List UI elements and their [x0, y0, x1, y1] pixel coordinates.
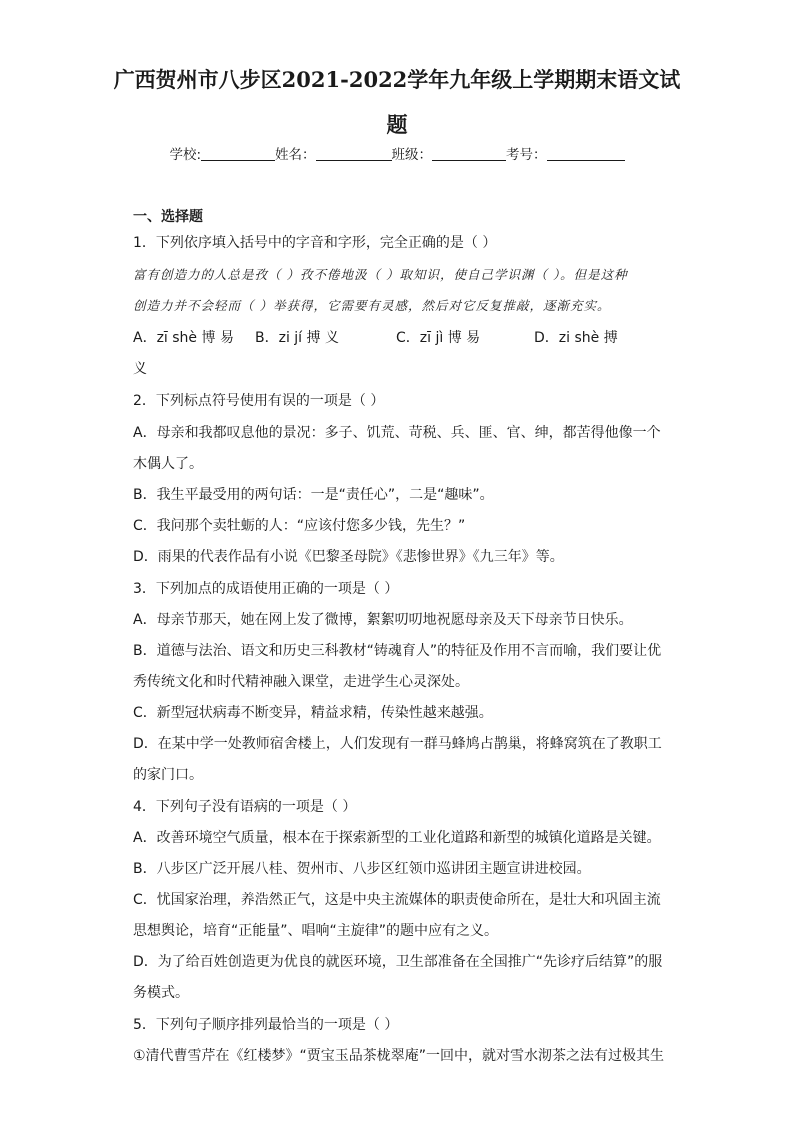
class-label: 班级： — [391, 147, 433, 163]
q2-option-a-line2: 木偶人了。 — [133, 456, 203, 472]
q3-option-b-line2: 秀传统文化和时代精神融入课堂，走进学生心灵深处。 — [133, 674, 469, 690]
q1-stem: 1．下列依序填入括号中的字音和字形，完全正确的是（ ） — [133, 235, 497, 251]
q4-option-c-line2: 思想舆论，培育“正能量”、唱响“主旋律”的题中应有之义。 — [133, 923, 499, 939]
q2-option-d: D．雨果的代表作品有小说《巴黎圣母院》《悲惨世界》《九三年》等。 — [133, 549, 564, 565]
q4-option-d-line1: D．为了给百姓创造更为优良的就医环境，卫生部准备在全国推广“先诊疗后结算”的服 — [133, 954, 663, 970]
name-blank — [316, 146, 392, 161]
school-blank — [201, 146, 275, 161]
number-label: 考号： — [506, 147, 547, 163]
name-label: 姓名： — [275, 147, 316, 163]
q3-option-c: C．新型冠状病毒不断变异，精益求精，传染性越来越强。 — [133, 705, 493, 721]
class-blank — [432, 146, 506, 161]
number-blank — [547, 146, 625, 161]
q1-option-d-cont: 义 — [133, 361, 147, 377]
school-label: 学校: — [169, 147, 202, 163]
q4-option-b: B．八步区广泛开展八桂、贺州市、八步区红领巾巡讲团主题宣讲进校园。 — [133, 861, 591, 877]
q4-option-d-line2: 务模式。 — [133, 985, 189, 1001]
q2-option-b: B．我生平最受用的两句话：一是“责任心”，二是“趣味”。 — [133, 487, 494, 503]
q2-stem: 2．下列标点符号使用有误的一项是（ ） — [133, 393, 385, 409]
q3-option-b-line1: B．道德与法治、语文和历史三科教材“铸魂育人”的特征及作用不言而喻，我们要让优 — [133, 643, 662, 659]
q4-stem: 4．下列句子没有语病的一项是（ ） — [133, 799, 357, 815]
q1-passage-line1: 富有创造力的人总是孜（ ）孜不倦地汲（ ）取知识，使自己学识渊（ ）。但是这种 — [133, 267, 628, 282]
q3-option-d-line2: 的家门口。 — [133, 767, 203, 783]
q3-stem: 3．下列加点的成语使用正确的一项是（ ） — [133, 581, 399, 597]
section-heading: 一、选择题 — [133, 209, 203, 225]
q2-option-c: C．我问那个卖牡蛎的人：“应该付您多少钱，先生？” — [133, 518, 466, 534]
q5-stem: 5．下列句子顺序排列最恰当的一项是（ ） — [133, 1017, 399, 1033]
q1-option-b: B．zi jí 搏 义 — [255, 330, 339, 346]
q2-option-a-line1: A．母亲和我都叹息他的景况：多子、饥荒、苛税、兵、匪、官、绅，都苦得他像一个 — [133, 425, 661, 441]
q3-option-d-line1: D．在某中学一处教师宿舍楼上，人们发现有一群马蜂鸠占鹊巢，将蜂窝筑在了教职工 — [133, 736, 662, 752]
q4-option-a: A．改善环境空气质量，根本在于探索新型的工业化道路和新型的城镇化道路是关键。 — [133, 830, 661, 846]
exam-title-line1: 广西贺州市八步区2021-2022学年九年级上学期期末语文试 — [113, 67, 681, 92]
q1-options — [133, 328, 663, 348]
q5-item-1: ①清代曹雪芹在《红楼梦》“贾宝玉品茶栊翠庵”一回中，就对雪水沏茶之法有过极其生 — [133, 1048, 665, 1064]
q1-option-a: A．zī shè 博 易 — [133, 330, 234, 346]
q4-option-c-line1: C．忧国家治理，养浩然正气，这是中央主流媒体的职责使命所在，是壮大和巩固主流 — [133, 892, 661, 908]
q1-passage-line2: 创造力并不会轻而（ ）举获得，它需要有灵感，然后对它反复推敲，逐渐充实。 — [133, 298, 611, 313]
exam-title-line2: 题 — [386, 112, 408, 137]
q1-option-d: D．zi shè 搏 — [534, 330, 618, 346]
student-info-row — [0, 143, 794, 163]
q3-option-a: A．母亲节那天，她在网上发了微博，絮絮叨叨地祝愿母亲及天下母亲节日快乐。 — [133, 612, 633, 628]
q1-option-c: C．zī jì 博 易 — [396, 330, 481, 346]
